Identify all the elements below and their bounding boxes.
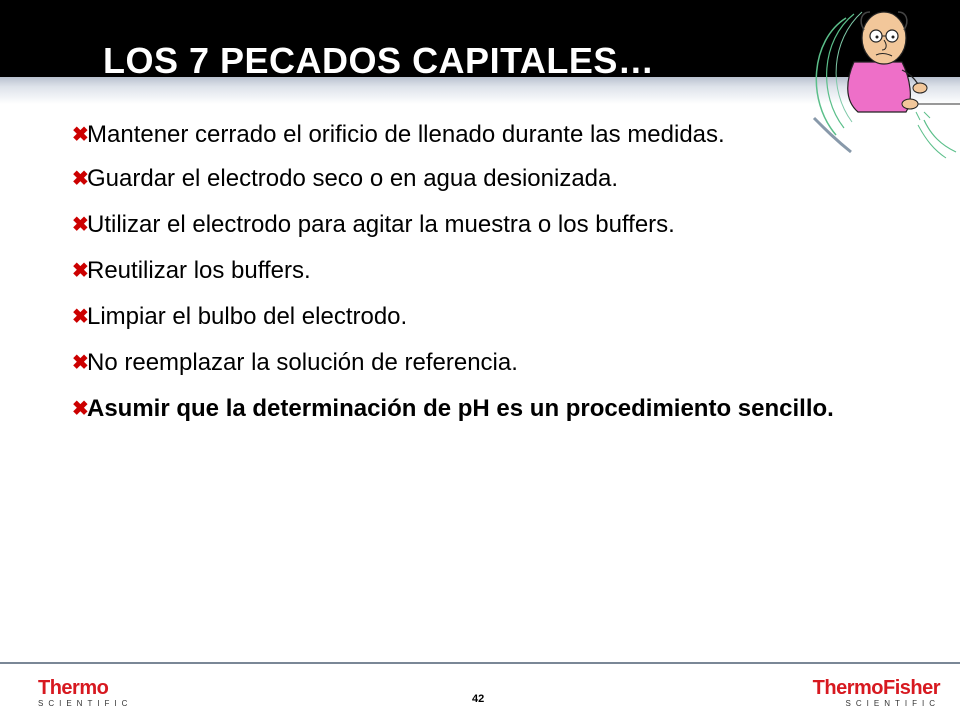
- list-item: [72, 118, 792, 152]
- list-item: [72, 392, 888, 426]
- list-item: [72, 208, 888, 242]
- bullet-text: No reemplazar la solución de referencia.: [87, 349, 518, 376]
- logo-wordmark: ThermoFisher: [812, 677, 940, 699]
- x-bullet-icon: ✖: [72, 124, 89, 146]
- slide-title: LOS 7 PECADOS CAPITALES…: [103, 40, 655, 81]
- logo-subtitle: SCIENTIFIC: [38, 699, 133, 708]
- bullet-text: Utilizar el electrodo para agitar la muestra o los buffers.: [87, 211, 675, 238]
- logo-subtitle: SCIENTIFIC: [845, 699, 940, 708]
- list-item: [72, 346, 888, 380]
- bullet-list: [72, 118, 888, 426]
- x-bullet-icon: ✖: [72, 306, 89, 328]
- logo-wordmark: Thermo: [38, 677, 109, 699]
- bullet-text: Limpiar el bulbo del electrodo.: [87, 303, 408, 330]
- x-bullet-icon: ✖: [72, 398, 89, 420]
- x-bullet-icon: ✖: [72, 352, 89, 374]
- list-item: [72, 254, 888, 288]
- bullet-text: Asumir que la determinación de pH es un procedimiento sencillo.: [87, 395, 834, 422]
- list-item: [72, 300, 888, 334]
- list-item: [72, 162, 888, 196]
- x-bullet-icon: ✖: [72, 168, 89, 190]
- bullet-text: Mantener cerrado el orificio de llenado durante las medidas.: [87, 121, 725, 148]
- x-bullet-icon: ✖: [72, 214, 89, 236]
- x-bullet-icon: ✖: [72, 260, 89, 282]
- bullet-text: Reutilizar los buffers.: [87, 257, 311, 284]
- footer-divider: [0, 662, 960, 664]
- thermofisher-scientific-logo: [813, 677, 940, 709]
- bullet-text: Guardar el electrodo seco o en agua desionizada.: [87, 165, 619, 192]
- thermo-scientific-logo: [38, 677, 132, 709]
- page-number: 42: [472, 693, 485, 705]
